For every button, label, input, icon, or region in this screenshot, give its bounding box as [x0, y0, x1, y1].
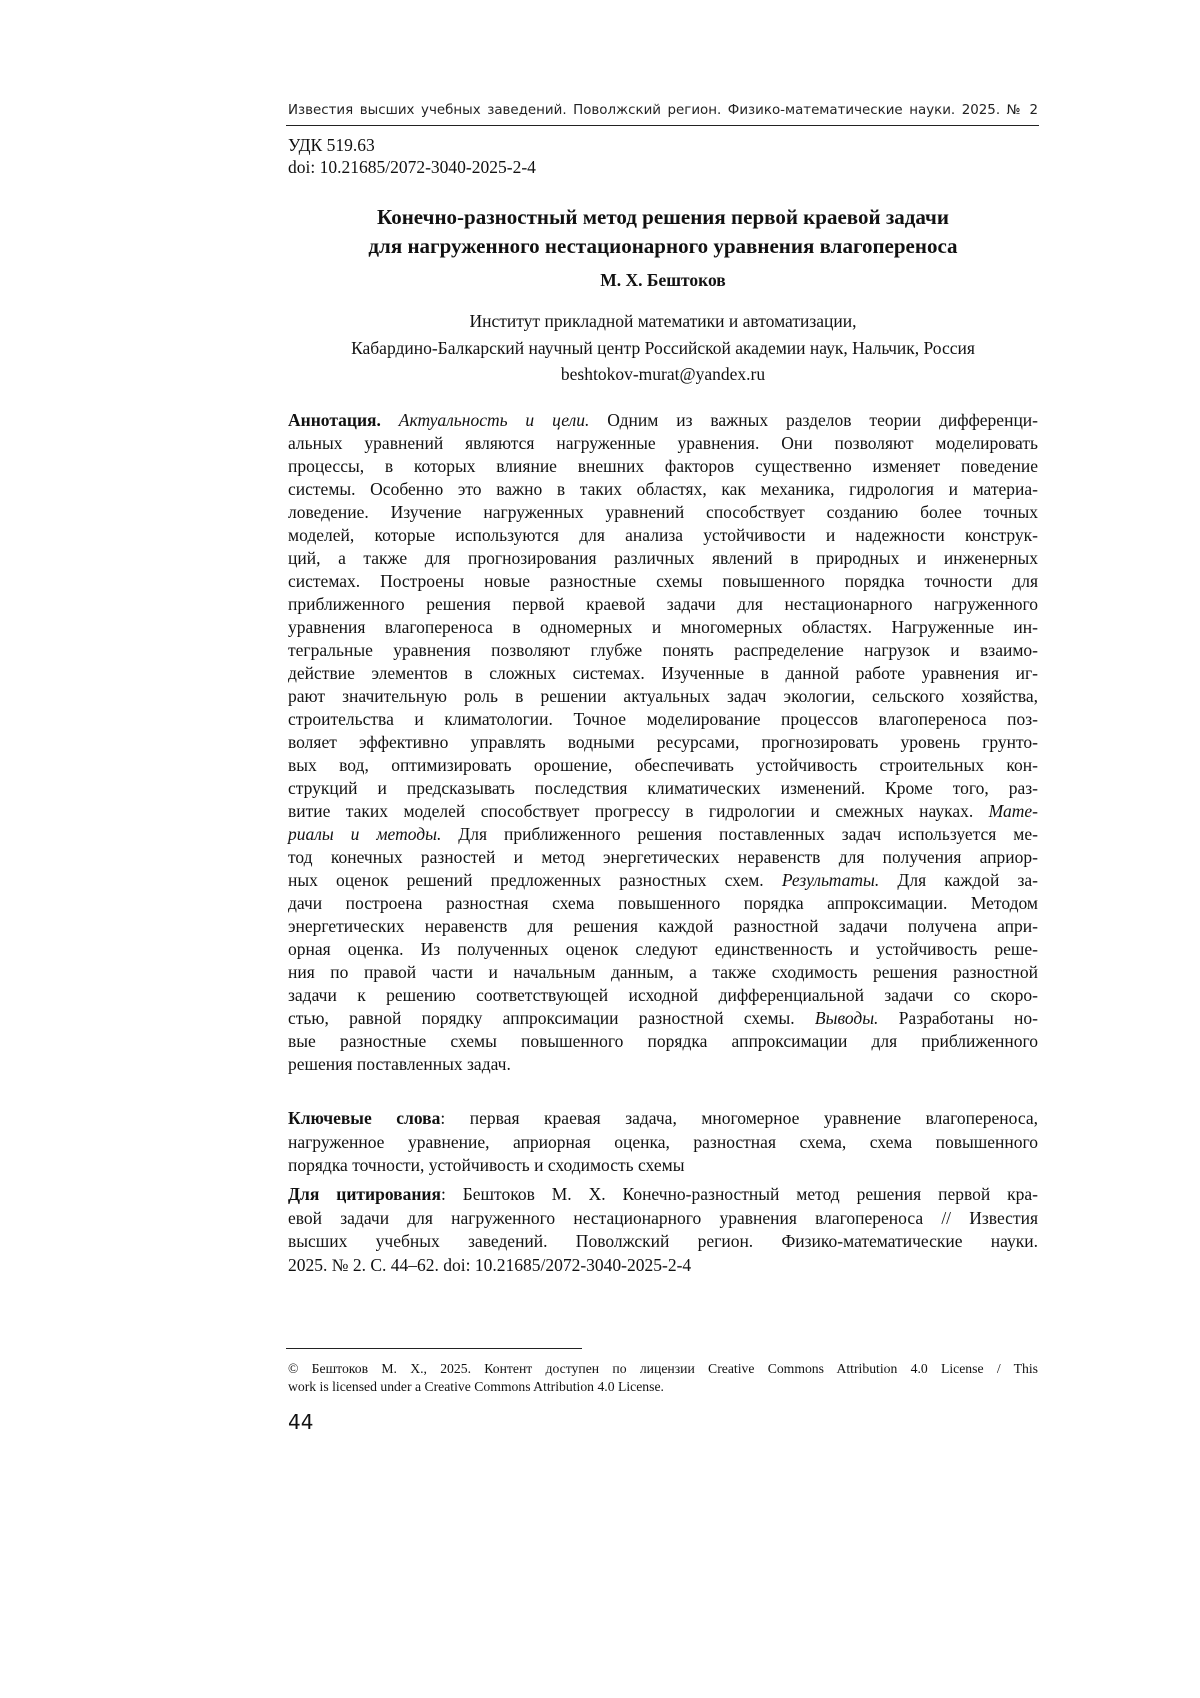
- abstract-line: ния по правой части и начальным данным, а также сходимость решения разностной: [288, 962, 1038, 983]
- author-email: beshtokov-murat@yandex.ru: [560, 364, 766, 384]
- abstract-line: рают значительную роль в решении актуальных задач экологии, сельского хозяйства,: [288, 686, 1038, 707]
- abstract-line: струкций и предсказывать последствия климатических изменений. Кроме того, раз-: [288, 778, 1038, 799]
- citation-label: Для цитирования: [288, 1184, 441, 1204]
- citation: [288, 1183, 1038, 1277]
- abstract: [288, 409, 1038, 1076]
- footnote-divider: [286, 1348, 582, 1349]
- abstract-line: процессы, в которых влияние внешних факторов существенно изменяет поведение: [288, 456, 1038, 477]
- section-conclusions: Выводы.: [814, 1008, 879, 1029]
- abstract-line: ловедение. Изучение нагруженных уравнений способствует созданию более точных: [288, 502, 1038, 523]
- running-header: Известия высших учебных заведений. Поволжский регион. Физико-математические науки. 2025. № 2: [288, 103, 1038, 118]
- abstract-line: витие таких моделей способствует прогрессу в гидрологии и смежных науках. Мате-: [288, 801, 1038, 822]
- citation-line: евой задачи для нагруженного нестационарного уравнения влагопереноса // Известия: [288, 1207, 1038, 1228]
- abstract-line: системы. Особенно это важно в таких областях, как механика, гидрология и материа-: [288, 479, 1038, 500]
- abstract-line: вых вод, оптимизировать орошение, обеспечивать устойчивость строительных кон-: [288, 755, 1038, 776]
- citation-line: 2025. № 2. С. 44–62. doi: 10.21685/2072-3040-2025-2-4: [288, 1254, 692, 1275]
- section-methods: Мате-: [988, 801, 1038, 822]
- abstract-lines-b: [288, 846, 1038, 869]
- abstract-line: риалы и методы. Для приближенного решения поставленных задач используется ме-: [288, 824, 1038, 845]
- author-name: М. Х. Бештоков: [600, 270, 726, 290]
- article-title: [288, 203, 1038, 261]
- footnote-line: © Бештоков М. Х., 2025. Контент доступен по лицензии Creative Commons Attribution 4.0 License / This: [288, 1361, 1038, 1376]
- abstract-line: вые разностные схемы повышенного порядка аппроксимации для приближенного: [288, 1031, 1038, 1052]
- keywords-line: Ключевые слова: первая краевая задача, многомерное уравнение влагопереноса,: [288, 1108, 1038, 1128]
- abstract-line: Аннотация. Актуальность и цели. Одним из важных разделов теории дифференци-: [288, 410, 1039, 430]
- abstract-label: Аннотация.: [288, 410, 381, 430]
- doi: doi: 10.21685/2072-3040-2025-2-4: [288, 157, 536, 177]
- udc-code: УДК 519.63: [288, 135, 375, 155]
- abstract-line: ных оценок решений предложенных разностных схем. Результаты. Для каждой за-: [288, 870, 1038, 891]
- abstract-line: задачи к решению соответствующей исходной дифференциальной задачи со скоро-: [288, 985, 1038, 1006]
- section-results: Результаты.: [781, 870, 880, 891]
- keywords-label: Ключевые слова: [288, 1108, 441, 1128]
- abstract-line: орная оценка. Из полученных оценок следуют единственность и устойчивость реше-: [288, 939, 1038, 960]
- abstract-line: решения поставленных задач.: [288, 1054, 511, 1075]
- abstract-line: строительства и климатологии. Точное моделирование процессов влагопереноса поз-: [288, 709, 1038, 730]
- page-number: 44: [288, 1410, 314, 1434]
- abstract-line: дачи построена разностная схема повышенного порядка аппроксимации. Методом: [288, 893, 1038, 914]
- title-line: для нагруженного нестационарного уравнения влагопереноса: [368, 234, 958, 258]
- section-methods-cont: риалы и методы.: [288, 824, 442, 845]
- abstract-line: приближенного решения первой краевой задачи для нестационарного нагруженного: [288, 594, 1038, 615]
- abstract-line: стью, равной порядку аппроксимации разностной схемы. Выводы. Разработаны но-: [288, 1008, 1038, 1029]
- abstract-line: воляет эффективно управлять водными ресурсами, прогнозировать уровень грунто-: [288, 732, 1038, 753]
- abstract-line: действие элементов в сложных системах. Изученные в данной работе уравнения иг-: [288, 663, 1038, 684]
- citation-line: высших учебных заведений. Поволжский регион. Физико-математические науки.: [288, 1231, 1038, 1251]
- affiliation-line: Кабардино-Балкарский научный центр Российской академии наук, Нальчик, Россия: [351, 337, 975, 358]
- abstract-line: системах. Построены новые разностные схемы повышенного порядка точности для: [288, 571, 1038, 592]
- section-relevance: Актуальность и цели.: [398, 410, 590, 430]
- abstract-line: ций, а также для прогнозирования различных явлений в природных и инженерных: [288, 548, 1038, 569]
- abstract-lines-c: [288, 892, 1038, 1007]
- header-divider: [286, 125, 1039, 126]
- footnote-line: work is licensed under a Creative Commons Attribution 4.0 License.: [288, 1379, 664, 1394]
- abstract-line: уравнения влагопереноса в одномерных и многомерных областях. Нагруженные ин-: [288, 617, 1038, 638]
- keywords: [288, 1107, 1038, 1178]
- citation-line: Для цитирования: Бештоков М. Х. Конечно-разностный метод решения первой кра-: [288, 1184, 1038, 1204]
- keywords-line: порядка точности, устойчивость и сходимость схемы: [288, 1155, 685, 1175]
- keywords-line: нагруженное уравнение, априорная оценка, разностная схема, схема повышенного: [288, 1131, 1038, 1152]
- abstract-line: тегральные уравнения позволяют глубже понять распределение нагрузок и взаимо-: [288, 640, 1038, 661]
- license-footnote: [288, 1360, 1038, 1396]
- abstract-lines-a: [288, 432, 1038, 800]
- affiliation: [288, 308, 1038, 388]
- abstract-line: альных уравнений являются нагруженные уравнения. Они позволяют моделировать: [288, 433, 1038, 454]
- abstract-line: энергетических неравенств для решения каждой разностной задачи получена апри-: [288, 916, 1038, 937]
- affiliation-line: Институт прикладной математики и автоматизации,: [469, 311, 857, 331]
- title-line: Конечно-разностный метод решения первой краевой задачи: [377, 205, 949, 229]
- abstract-line: тод конечных разностей и метод энергетических неравенств для получения априор-: [288, 847, 1038, 868]
- abstract-line: моделей, которые используются для анализа устойчивости и надежности конструк-: [288, 525, 1038, 546]
